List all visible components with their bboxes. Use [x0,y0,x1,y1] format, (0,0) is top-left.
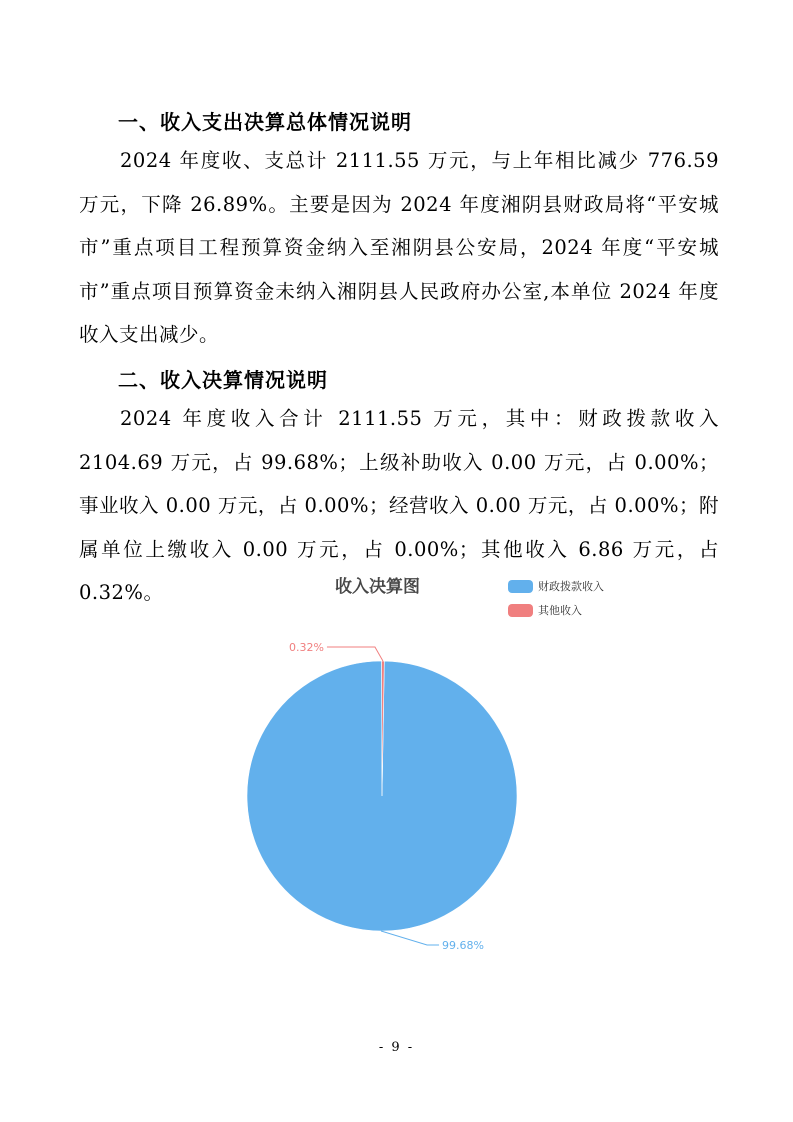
legend-label-other: 其他收入 [538,604,582,617]
chart-title: 收入决算图 [335,577,420,597]
page-number: - 9 - [378,1040,415,1055]
section-1-paragraph: 2024 年度收、支总计 2111.55 万元，与上年相比减少 776.59 万元，下降 26.89%。主要是因为 2024 年度湘阴县财政局将“平安城市”重点项目工程预算资金纳入至湘阴县公安局，2024 年度“平安城市”重点项目预算资金未纳入湘阴县人民政府办公室,本单位 2024 年度收入支出减少。 [79,149,719,346]
legend-label-fiscal: 财政拨款收入 [538,580,604,593]
section-2-heading: 二、收入决算情况说明 [118,368,328,392]
label-other-income: 0.32% [288,641,324,655]
section-2-paragraph: 2024 年度收入合计 2111.55 万元，其中：财政拨款收入 2104.69 万元，占 99.68%；上级补助收入 0.00 万元，占 0.00%；事业收入 0.00 万元，占 0.00%；经营收入 0.00 万元，占 0.00%；附属单位上缴收入 0.00 万元，占 0.00%；其他收入 6.86 万元，占 0.32%。 [79,407,719,604]
label-fiscal-allocation: 99.68% [442,938,485,952]
section-1-heading: 一、收入支出决算总体情况说明 [118,110,412,134]
leader-line-other-income [327,647,383,661]
leader-line-fiscal-allocation [381,931,439,945]
